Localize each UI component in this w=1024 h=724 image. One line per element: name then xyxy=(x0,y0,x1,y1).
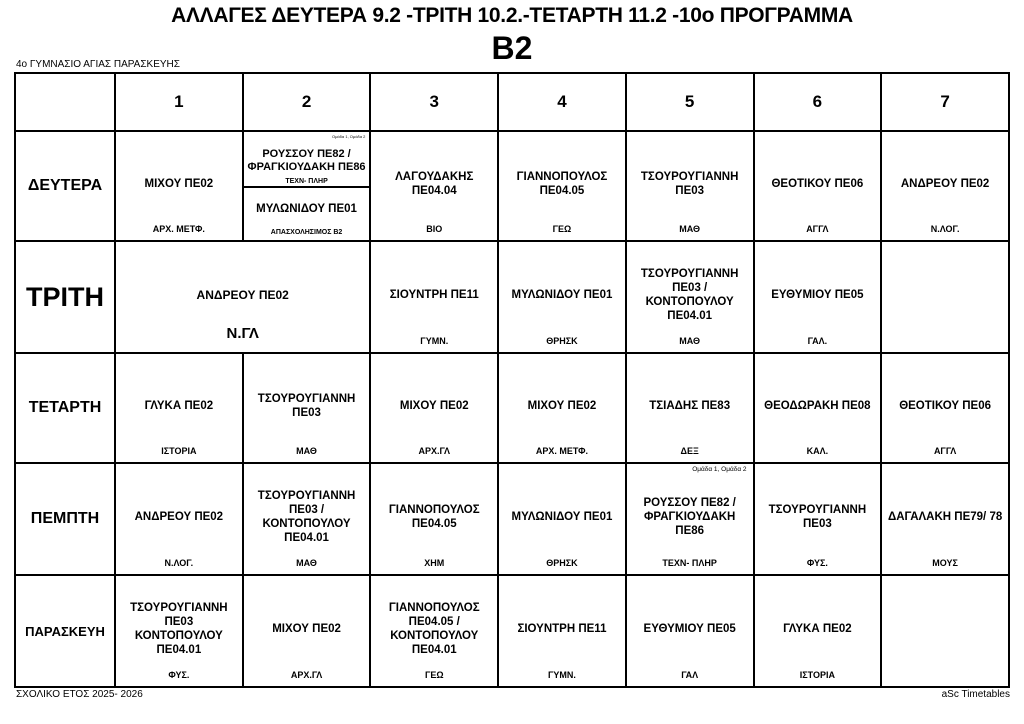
empty-cell xyxy=(881,575,1009,687)
lesson-cell xyxy=(881,353,1009,463)
lesson-cell xyxy=(498,241,626,353)
page-title: ΑΛΛΑΓΕΣ ΔΕΥΤΕΡΑ 9.2 -ΤΡΙΤΗ 10.2.-ΤΕΤΑΡΤΗ 11.2 -10ο ΠΡΟΓΡΑΜΜΑ xyxy=(171,4,853,27)
lesson-cell xyxy=(243,353,371,463)
lesson-cell xyxy=(626,575,754,687)
lesson-cell xyxy=(370,463,498,575)
period-header: 1 xyxy=(115,73,243,131)
day-row-thursday xyxy=(15,463,1009,575)
teacher-name: ΜΥΛΩΝΙΔΟΥ ΠΕ01 xyxy=(256,203,357,215)
subject-name: ΙΣΤΟΡΙΑ xyxy=(799,670,835,680)
lesson-cell xyxy=(754,463,882,575)
day-label: ΠΑΡΑΣΚΕΥΗ xyxy=(15,575,115,687)
group-label: Ομάδα 1, Ομάδα 2 xyxy=(692,466,747,473)
subject-name: ΜΟΥΣ xyxy=(932,558,958,568)
teacher-name: ΤΣΟΥΡΟΥΓΙΑΝΝΗ ΠΕ03 / ΚΟΝΤΟΠΟΥΛΟΥ ΠΕ04.01 xyxy=(640,268,739,322)
subject-name: ΔΕΞ xyxy=(680,446,699,456)
lesson-cell xyxy=(881,131,1009,241)
teacher-name: ΑΝΔΡΕΟΥ ΠΕ02 xyxy=(134,511,224,523)
teacher-name: ΜΙΧΟΥ ΠΕ02 xyxy=(272,623,341,635)
lesson-cell xyxy=(754,575,882,687)
subject-name: ΧΗΜ xyxy=(424,558,445,568)
teacher-name: ΜΙΧΟΥ ΠΕ02 xyxy=(527,400,597,412)
period-header: 6 xyxy=(754,73,882,131)
teacher-name: ΤΣΟΥΡΟΥΓΙΑΝΝΗ ΠΕ03 xyxy=(640,171,739,197)
lesson-cell xyxy=(370,241,498,353)
subject-name: ΦΥΣ. xyxy=(806,558,828,568)
lesson-cell xyxy=(754,131,882,241)
teacher-name: ΕΥΘΥΜΙΟΥ ΠΕ05 xyxy=(643,623,736,635)
lesson-cell xyxy=(115,463,243,575)
teacher-name: ΤΣΟΥΡΟΥΓΙΑΝΝΗ ΠΕ03 xyxy=(768,504,867,530)
subject-name: Ν.ΛΟΓ. xyxy=(164,558,194,568)
school-name: 4ο ΓΥΜΝΑΣΙΟ ΑΓΙΑΣ ΠΑΡΑΣΚΕΥΗΣ xyxy=(16,59,180,70)
teacher-name: ΓΛΥΚΑ ΠΕ02 xyxy=(144,400,214,412)
subject-name: ΓΕΩ xyxy=(424,670,444,680)
lesson-cell xyxy=(370,131,498,241)
subject-name: ΑΓΓΛ xyxy=(806,224,829,234)
subject-name: ΑΡΧ. ΜΕΤΦ. xyxy=(152,224,205,234)
subject-name: ΜΑΘ xyxy=(296,446,317,456)
lesson-cell xyxy=(498,353,626,463)
teacher-name: ΤΣΟΥΡΟΥΓΙΑΝΝΗ ΠΕ03 / ΚΟΝΤΟΠΟΥΛΟΥ ΠΕ04.01 xyxy=(257,490,356,544)
subject-name: ΓΥΜΝ. xyxy=(420,336,449,346)
day-row-tuesday xyxy=(15,241,1009,353)
period-header: 2 xyxy=(243,73,371,131)
teacher-name: ΡΟΥΣΣΟΥ ΠΕ82 / ΦΡΑΓΚΙΟΥΔΑΚΗ ΠΕ86 xyxy=(643,497,736,537)
lesson-cell xyxy=(243,463,371,575)
period-header: 4 xyxy=(498,73,626,131)
teacher-name: ΑΝΔΡΕΟΥ ΠΕ02 xyxy=(196,288,289,302)
subject-name: ΚΑΛ. xyxy=(806,446,829,456)
lesson-cell xyxy=(626,241,754,353)
period-header: 5 xyxy=(626,73,754,131)
subject-name: ΜΑΘ xyxy=(679,224,701,234)
teacher-name: ΘΕΟΤΙΚΟΥ ΠΕ06 xyxy=(771,178,864,190)
lesson-cell xyxy=(370,575,498,687)
subject-name: ΘΡΗΣΚ xyxy=(546,558,578,568)
subject-name: ΤΕΧΝ- ΠΛΗΡ xyxy=(285,178,328,185)
lesson-cell xyxy=(243,575,371,687)
teacher-name: ΑΝΔΡΕΟΥ ΠΕ02 xyxy=(900,178,990,190)
period-header: 3 xyxy=(370,73,498,131)
subject-name: ΙΣΤΟΡΙΑ xyxy=(161,446,197,456)
teacher-name: ΓΛΥΚΑ ΠΕ02 xyxy=(783,623,852,635)
subject-name: ΜΑΘ xyxy=(679,336,701,346)
subject-name: ΓΑΛ xyxy=(681,670,699,680)
day-label: ΤΡΙΤΗ xyxy=(15,241,115,353)
day-row-monday xyxy=(15,131,1009,241)
lesson-cell xyxy=(115,131,243,241)
day-row-wednesday xyxy=(15,353,1009,463)
subject-name: ΜΑΘ xyxy=(296,558,317,568)
teacher-name: ΜΥΛΩΝΙΔΟΥ ΠΕ01 xyxy=(511,511,613,523)
teacher-name: ΓΙΑΝΝΟΠΟΥΛΟΣ ΠΕ04.05 xyxy=(516,171,608,197)
teacher-name: ΣΙΟΥΝΤΡΗ ΠΕ11 xyxy=(389,289,479,301)
lesson-cell xyxy=(498,463,626,575)
lesson-cell xyxy=(626,463,754,575)
timetable xyxy=(14,72,1010,688)
teacher-name: ΜΥΛΩΝΙΔΟΥ ΠΕ01 xyxy=(511,289,613,301)
day-label: ΠΕΜΠΤΗ xyxy=(15,463,115,575)
lesson-cell xyxy=(626,353,754,463)
subject-name: Ν.ΛΟΓ. xyxy=(930,224,960,234)
teacher-name: ΔΑΓΑΛΑΚΗ ΠΕ79/ 78 xyxy=(887,511,1003,523)
day-label: ΔΕΥΤΕΡΑ xyxy=(15,131,115,241)
lesson-cell xyxy=(498,131,626,241)
teacher-name: ΛΑΓΟΥΔΑΚΗΣ ΠΕ04.04 xyxy=(395,171,474,197)
lesson-cell-split xyxy=(243,131,371,241)
subject-name: ΑΡΧ.ΓΛ xyxy=(290,670,323,680)
day-row-friday xyxy=(15,575,1009,687)
subject-name: Ν.ΓΛ xyxy=(226,325,259,342)
lesson-cell-double xyxy=(115,241,370,353)
lesson-cell xyxy=(626,131,754,241)
subject-name: ΓΕΩ xyxy=(552,224,572,234)
teacher-name: ΤΣΟΥΡΟΥΓΙΑΝΝΗ ΠΕ03 ΚΟΝΤΟΠΟΥΛΟΥ ΠΕ04.01 xyxy=(130,602,228,656)
subject-name: ΘΡΗΣΚ xyxy=(546,336,578,346)
lesson-cell xyxy=(881,463,1009,575)
lesson-cell xyxy=(115,575,243,687)
subject-name: ΓΥΜΝ. xyxy=(548,670,576,680)
subject-name: ΦΥΣ. xyxy=(168,670,190,680)
teacher-name: ΜΙΧΟΥ ΠΕ02 xyxy=(399,400,469,412)
teacher-name: ΜΙΧΟΥ ΠΕ02 xyxy=(144,178,214,190)
lesson-cell xyxy=(115,353,243,463)
class-name: Β2 xyxy=(491,30,533,66)
subject-name: ΓΑΛ. xyxy=(807,336,828,346)
teacher-name: ΓΙΑΝΝΟΠΟΥΛΟΣ ΠΕ04.05 / ΚΟΝΤΟΠΟΥΛΟΥ ΠΕ04.01 xyxy=(388,602,480,656)
lesson-cell xyxy=(754,241,882,353)
teacher-name: ΤΣΟΥΡΟΥΓΙΑΝΝΗ ΠΕ03 xyxy=(257,393,356,419)
lesson-cell xyxy=(498,575,626,687)
teacher-name: ΣΙΟΥΝΤΡΗ ΠΕ11 xyxy=(517,623,607,635)
empty-cell xyxy=(881,241,1009,353)
day-label: ΤΕΤΑΡΤΗ xyxy=(15,353,115,463)
lesson-cell xyxy=(370,353,498,463)
subject-name: ΑΡΧ. ΜΕΤΦ. xyxy=(535,446,589,456)
teacher-name: ΤΣΙΑΔΗΣ ΠΕ83 xyxy=(649,400,731,412)
period-header-row xyxy=(15,73,1009,131)
period-header: 7 xyxy=(881,73,1009,131)
subject-name: ΑΡΧ.ΓΛ xyxy=(418,446,450,456)
corner-cell xyxy=(15,73,115,131)
subject-name: ΑΓΓΛ xyxy=(933,446,957,456)
school-year: ΣΧΟΛΙΚΟ ΕΤΟΣ 2025- 2026 xyxy=(16,689,143,700)
software-credit: aSc Timetables xyxy=(941,689,1010,700)
subject-name: ΤΕΧΝ- ΠΛΗΡ xyxy=(662,558,717,568)
subject-name: ΑΠΑΣΧΟΛΗΣΙΜΟΣ Β2 xyxy=(270,229,343,236)
teacher-name: ΓΙΑΝΝΟΠΟΥΛΟΣ ΠΕ04.05 xyxy=(388,504,480,530)
lesson-cell xyxy=(754,353,882,463)
group-label: Ομάδα 1, Ομάδα 2 xyxy=(331,134,366,139)
teacher-name: ΕΥΘΥΜΙΟΥ ΠΕ05 xyxy=(771,289,864,301)
teacher-name: ΘΕΟΤΙΚΟΥ ΠΕ06 xyxy=(899,400,992,412)
subject-name: ΒΙΟ xyxy=(426,224,443,234)
teacher-name: ΡΟΥΣΣΟΥ ΠΕ82 / ΦΡΑΓΚΙΟΥΔΑΚΗ ΠΕ86 xyxy=(247,148,366,173)
teacher-name: ΘΕΟΔΩΡΑΚΗ ΠΕ08 xyxy=(764,400,871,412)
